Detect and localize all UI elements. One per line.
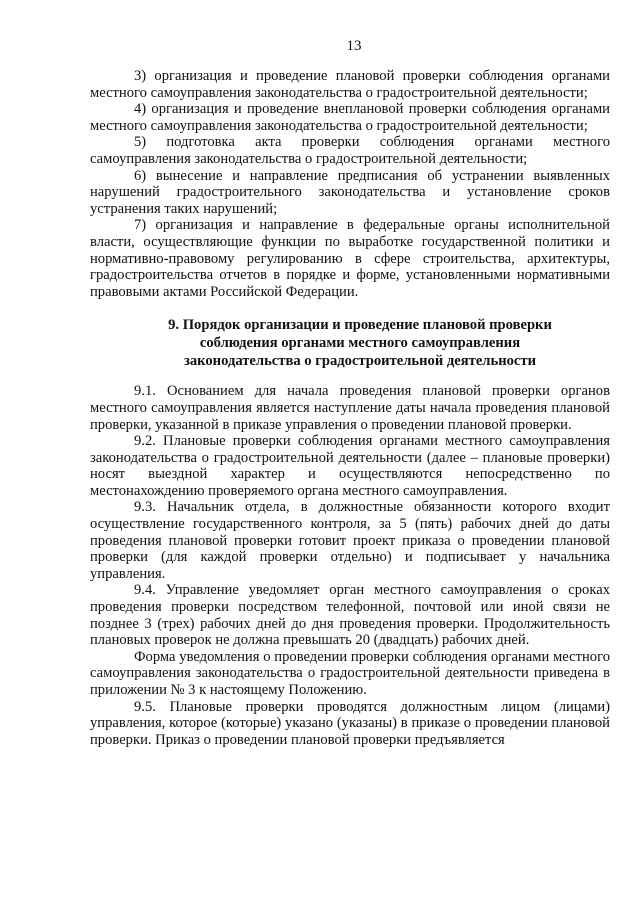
paragraph-notification-form: Форма уведомления о проведении проверки соблюдения органами местного самоуправления законодательства о градостроительной деятельности приведена в приложении № 3 к настоящему Положению.	[90, 648, 610, 698]
list-item-3: 3) организация и проведение плановой проверки соблюдения органами местного самоуправления законодательства о градостроительной деятельности;	[90, 68, 610, 101]
section-heading-line-3: законодательства о градостроительной деятельности	[184, 353, 536, 370]
page-number: 13	[346, 38, 362, 54]
list-item-5: 5) подготовка акта проверки соблюдения органами местного самоуправления законодательства о градостроительной деятельности;	[90, 134, 610, 167]
paragraph-9-3: 9.3. Начальник отдела, в должностные обязанности которого входит осуществление государственного контроля, за 5 (пять) рабочих дней до даты проведения плановой проверки готовит проект приказа о проведении плановой проверки (для каждой проверки отдельно) и подписывает у начальника управления.	[90, 499, 610, 582]
list-item-6: 6) вынесение и направление предписания об устранении выявленных нарушений градостроительного законодательства и установление сроков устранения таких нарушений;	[90, 167, 610, 217]
section-heading-line-2: соблюдения органами местного самоуправления	[199, 335, 521, 352]
document-body	[90, 68, 610, 748]
paragraph-9-5: 9.5. Плановые проверки проводятся должностным лицом (лицами) управления, которое (которые) указано (указаны) в приказе о проведении плановой проверки. Приказ о проведении плановой проверки предъявляется	[90, 698, 610, 748]
paragraph-9-2: 9.2. Плановые проверки соблюдения органами местного самоуправления законодательства о градостроительной деятельности (далее – плановые проверки) носят выездной характер и осуществляются непосредственно по местонахождению проверяемого органа местного самоуправления.	[90, 433, 610, 499]
list-item-7: 7) организация и направление в федеральные органы исполнительной власти, осуществляющие функции по выработке государственной политики и нормативно-правовому регулированию в сфере строительства, архитектуры, градостроительства отчетов в порядке и форме, установленными нормативными правовыми актами Российской Федерации.	[90, 217, 610, 300]
paragraph-9-1: 9.1. Основанием для начала проведения плановой проверки органов местного самоуправления является наступление даты начала проведения плановой проверки, указанной в приказе управления о проведении плановой проверки.	[90, 383, 610, 433]
list-item-4: 4) организация и проведение внеплановой проверки соблюдения органами местного самоуправления законодательства о градостроительной деятельности;	[90, 101, 610, 134]
paragraph-9-4: 9.4. Управление уведомляет орган местного самоуправления о сроках проведения проверки посредством телефонной, почтовой или иной связи не позднее 3 (трех) рабочих дней до дня проведения проверки. Продолжительность плановых проверок не должна превышать 20 (двадцать) рабочих дней.	[90, 582, 610, 649]
section-heading-line-1: 9. Порядок организации и проведение плановой проверки	[168, 317, 552, 334]
section-heading	[90, 316, 610, 370]
